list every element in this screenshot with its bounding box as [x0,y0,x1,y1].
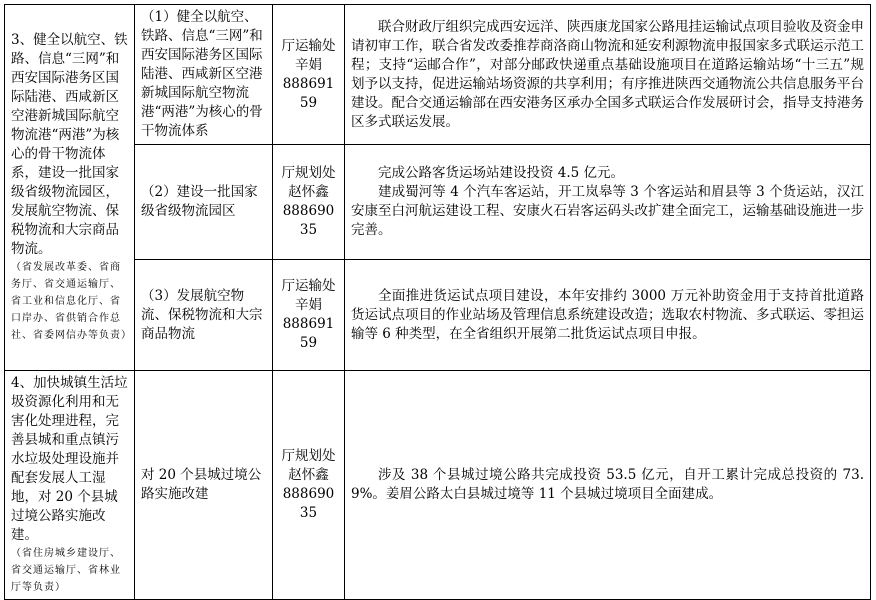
table-row [5,5,871,145]
measure-cell: 对 20 个县城过境公路实施改建 [135,371,273,600]
dept-cell [273,371,345,600]
dept-name: 厅规划处 [281,165,336,181]
dept-contact: 赵怀鑫 [288,467,329,483]
dept-phone: 88869159 [282,316,335,351]
dept-cell [273,145,345,260]
dept-name: 厅运输处 [281,37,336,54]
table-row [5,145,871,260]
task-text: 3、健全以航空、铁路、信息“三网”和西安国际港务区国际陆港、西咸新区空港新城国际航空物流港“两港”为核心的骨干物流体系，建设一批国家级省级物流园区，发展航空物流、保税物流和大宗商品物流。 [11,32,128,257]
progress-table [4,4,871,600]
dept-cell [273,5,345,145]
progress-paragraph: 完成公路客货运场站建设投资 4.5 亿元。 [378,165,625,181]
measure-cell: （3）发展航空物流、保税物流和大宗商品物流 [135,260,273,371]
task-cell [5,5,135,371]
progress-paragraph: 建成蜀河等 4 个汽车客运站，开工岚皋等 3 个客运站和眉县等 3 个货运站，汉江安康至白河航运建设工程、安康火石岩客运码头改扩建全面完工，运输基础设施进一步完善。 [351,184,864,238]
measure-cell: （2）建设一批国家级省级物流园区 [135,145,273,260]
dept-contact: 辛娟 [295,297,322,313]
progress-paragraph: 涉及 38 个县城过境公路共完成投资 53.5 亿元，自开工累计完成总投资的 73.9%。姜眉公路太白县城过境等 11 个县城过境项目全面建成。 [351,467,864,502]
dept-name: 厅运输处 [281,278,336,294]
progress-paragraph: 联合财政厅组织完成西安远洋、陕西康龙国家公路甩挂运输试点项目验收及资金申请初审工作，联合省发改委推荐商洛商山物流和延安利源物流申报国家多式联运示范工程；支持“运邮合作”，对部分邮政快递重点基础设施项目在道路运输站场“十三五”规划予以支持，促进运输站场资源的共享利用；有序推进陕西交通物流公共信息服务平台建设。配合交通运输部在西安港务区承办全国多式联运合作发展研讨会，指导支持港务区多式联运发展。 [351,18,864,130]
responsible-text: （省住房城乡建设厅、省交通运输厅、省林业厅等负责） [11,548,121,593]
dept-phone: 88869159 [282,75,335,111]
table-row [5,260,871,371]
dept-phone: 88869035 [282,203,335,238]
progress-cell [345,5,871,145]
task-cell [5,371,135,600]
dept-name: 厅规划处 [281,448,336,464]
dept-cell [273,260,345,371]
dept-contact: 赵怀鑫 [288,184,329,200]
task-text: 4、加快城镇生活垃圾资源化利用和无害化处理进程，完善县城和重点镇污水垃圾处理设施并配套发展人工湿地，对 20 个县城过境公路实施改建。 [11,375,128,543]
progress-cell [345,371,871,600]
measure-cell: （1）健全以航空、铁路、信息“三网”和西安国际港务区国际陆港、西咸新区空港新城国际航空物流港“两港”为核心的骨干物流体系 [135,5,273,145]
dept-contact: 辛娟 [295,56,322,73]
progress-paragraph: 全面推进货运试点项目建设，本年安排约 3000 万元补助资金用于支持首批道路货运试点项目的作业站场及管理信息系统建设改造；选取农村物流、多式联运、零担运输等 6 种类型，在全省组织开展第二批货运试点项目申报。 [351,287,864,342]
dept-phone: 88869035 [282,486,335,521]
progress-cell [345,260,871,371]
progress-cell [345,145,871,260]
responsible-text: （省发展改革委、省商务厅、省交通运输厅、省工业和信息化厅、省口岸办、省供销合作总社、省委网信办等负责） [11,262,132,341]
table-row [5,371,871,600]
